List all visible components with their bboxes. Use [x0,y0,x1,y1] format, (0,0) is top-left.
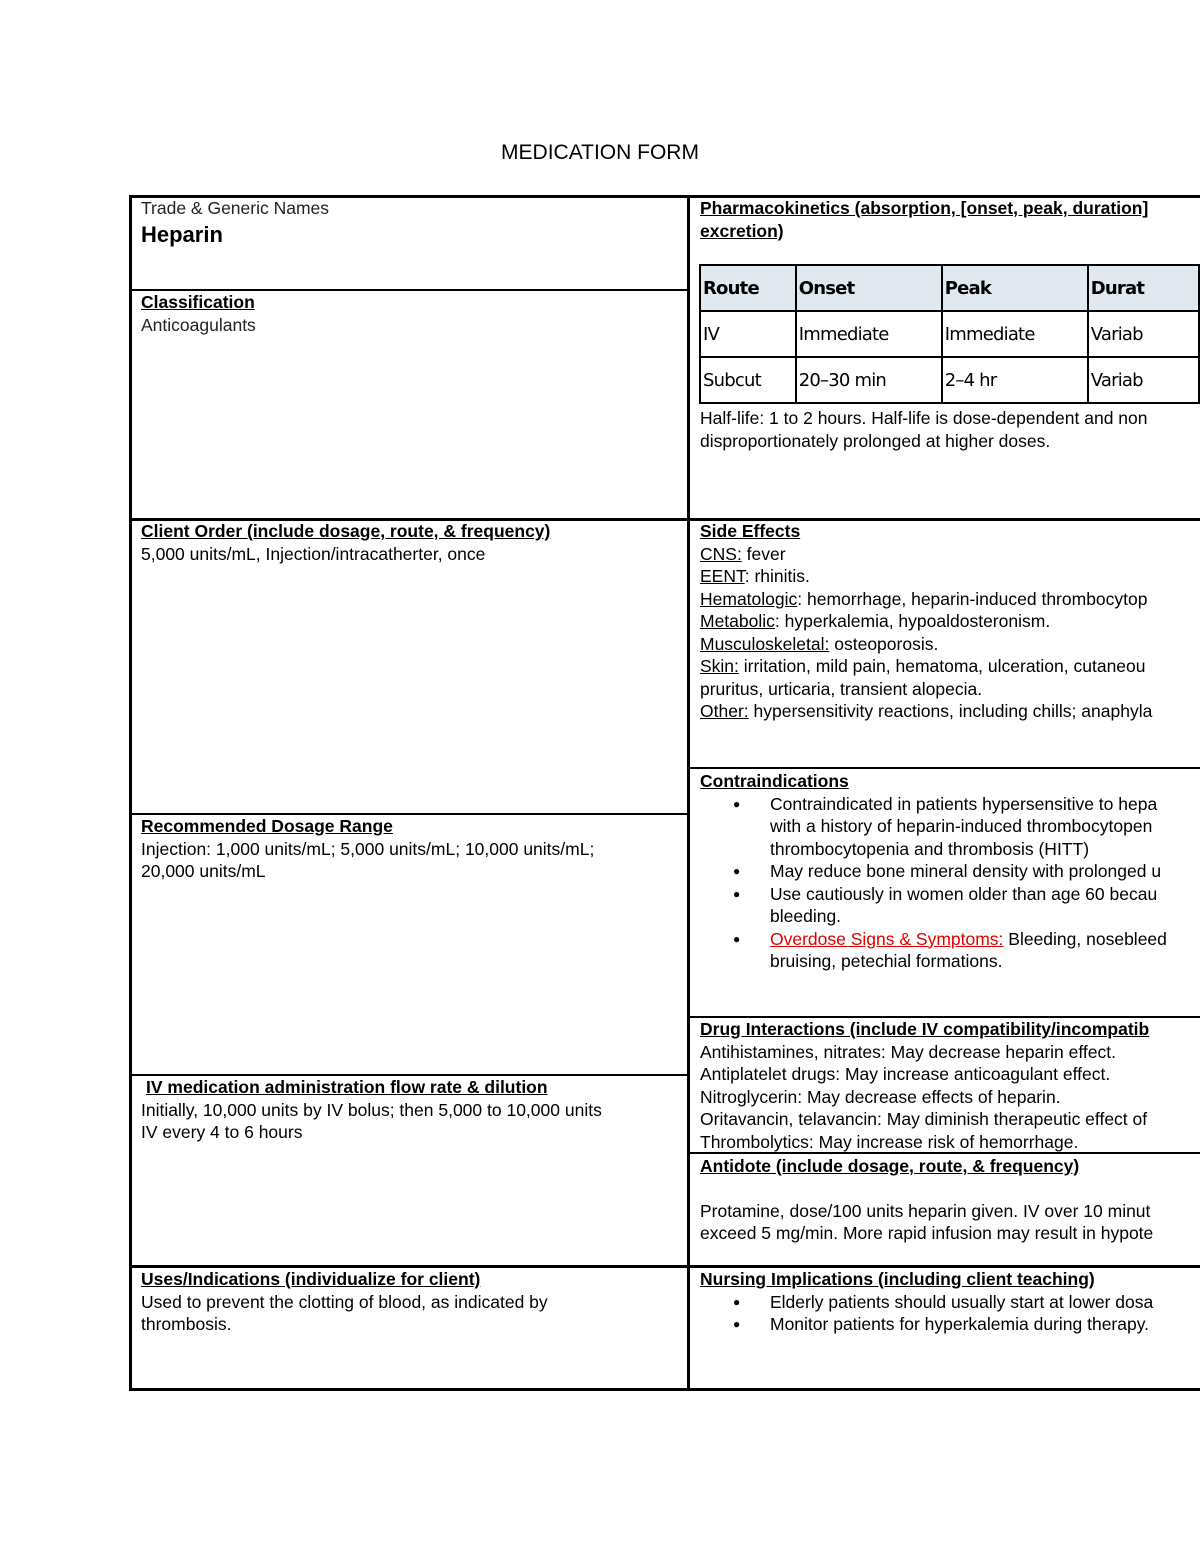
iv-admin-line: Initially, 10,000 units by IV bolus; then 5,000 to 10,000 units [141,1099,602,1120]
side-effect-item [700,543,1152,566]
interaction-line: Antiplatelet drugs: May increase anticoagulant effect. [700,1064,1111,1084]
list-item [700,928,1167,973]
iv-admin-line: IV every 4 to 6 hours [141,1122,303,1142]
list-item: ● Contraindicated in patients hypersensitive to hepa with a history of heparin-induced thrombocytopen thrombocytopenia and thrombosis (HITT) [700,793,1167,861]
uses-label: Uses/Indications (individualize for client) [141,1269,481,1289]
header-cell: Route [700,265,796,311]
side-effect-text: osteoporosis. [829,633,939,654]
antidote-line: Protamine, dose/100 units heparin given. IV over 10 minut [700,1200,1151,1221]
side-effect-text: : hyperkalemia, hypoaldosteronism. [774,611,1051,631]
nursing-label: Nursing Implications (including client teaching) [700,1269,1095,1289]
pharmacokinetics-table [699,264,1200,404]
list-item: ● Monitor patients for hyperkalemia during therapy. [700,1313,1153,1336]
side-effect-continuation: pruritus, urticaria, transient alopecia. [700,678,983,699]
half-life-line: Half-life: 1 to 2 hours. Half-life is dose-dependent and non [700,408,1148,428]
row-divider [688,767,1200,769]
uses-line: Used to prevent the clotting of blood, as indicated by [141,1291,548,1312]
header-cell: Peak [942,265,1088,311]
dosage-range-line: Injection: 1,000 units/mL; 5,000 units/mL; 10,000 units/mL; [141,838,595,859]
side-effects-section [700,520,1152,723]
table-bottom-border [129,1388,1200,1391]
header-cell: Durat [1088,265,1199,311]
side-effect-text: hypersensitivity reactions, including chills; anaphyla [748,701,1153,721]
client-order-value: 5,000 units/mL, Injection/intracatherter, once [141,543,486,564]
table-cell: 20–30 min [796,357,942,403]
half-life-text [700,407,1148,452]
spacer [700,1178,1153,1200]
side-effect-system: Hematologic [700,588,798,609]
overdose-label: Overdose Signs & Symptoms: [770,928,1004,949]
iv-admin-label: IV medication administration flow rate & dilution [146,1077,548,1097]
table-cell: Variab [1088,311,1199,357]
table-cell: Variab [1088,357,1199,403]
nursing-section [700,1268,1153,1336]
trade-generic-label: Trade & Generic Names [141,198,330,218]
side-effect-item [700,700,1152,723]
list-item: ● Use cautiously in women older than age 60 becau bleeding. [700,883,1167,928]
side-effect-system: Skin: [700,656,739,676]
interactions-section [700,1018,1149,1153]
interaction-line: Nitroglycerin: May decrease effects of heparin. [700,1086,1061,1107]
overdose-text: Bleeding, nosebleed [1003,928,1167,949]
drug-name: Heparin [141,221,223,247]
side-effect-text: fever [741,543,786,564]
uses-section [141,1268,548,1336]
pharmacokinetics-label: excretion) [700,220,784,241]
pharmacokinetics-heading [700,197,1148,242]
contraindications-list [700,793,1167,973]
table-left-border [129,195,132,1391]
side-effect-text: : rhinitis. [744,566,810,586]
table-cell: Immediate [942,311,1088,357]
side-effect-system: Metabolic [700,611,775,631]
table-cell: IV [700,311,796,357]
classification-section [141,291,256,336]
pharmacokinetics-label: Pharmacokinetics (absorption, [onset, peak, duration] [700,198,1149,218]
dosage-range-section [141,815,594,883]
antidote-label: Antidote (include dosage, route, & frequency) [700,1156,1080,1176]
client-order-section [141,520,550,565]
side-effect-system: CNS: [700,543,742,564]
side-effect-system: EENT [700,566,745,586]
page-title: MEDICATION FORM [501,141,699,164]
side-effect-system: Musculoskeletal: [700,633,830,654]
contraindications-label: Contraindications [700,771,849,791]
list-item: ● Elderly patients should usually start at lower dosa [700,1291,1153,1314]
overdose-continuation: bruising, petechial formations. [770,951,1003,971]
trade-generic-section [141,197,329,250]
iv-admin-section [141,1076,602,1144]
contraindications-section [700,770,1167,973]
header-cell: Onset [796,265,942,311]
side-effects-label: Side Effects [700,521,801,541]
uses-line: thrombosis. [141,1314,232,1334]
half-life-line: disproportionately prolonged at higher doses. [700,430,1051,451]
side-effect-item [700,610,1152,633]
table-row [700,357,1199,403]
table-cell: Subcut [700,357,796,403]
side-effect-item [700,565,1152,588]
side-effect-item [700,588,1152,611]
table-row [700,311,1199,357]
side-effect-text: irritation, mild pain, hematoma, ulceration, cutaneou [738,656,1146,676]
table-cell: 2–4 hr [942,357,1088,403]
antidote-section [700,1155,1153,1245]
table-column-divider [687,195,690,1391]
side-effect-item [700,633,1152,656]
side-effect-text: : hemorrhage, heparin-induced thrombocytop [797,588,1148,609]
classification-label: Classification [141,292,255,312]
table-cell: Immediate [796,311,942,357]
nursing-list [700,1291,1153,1336]
dosage-range-label: Recommended Dosage Range [141,816,393,836]
dosage-range-line: 20,000 units/mL [141,861,266,881]
side-effect-system: Other: [700,701,749,721]
side-effect-item [700,655,1152,678]
interactions-label: Drug Interactions (include IV compatibility/incompatib [700,1019,1150,1039]
interaction-line: Thrombolytics: May increase risk of hemorrhage. [700,1131,1079,1152]
classification-value: Anticoagulants [141,314,256,335]
interaction-line: Oritavancin, telavancin: May diminish therapeutic effect of [700,1109,1148,1129]
interaction-line: Antihistamines, nitrates: May decrease heparin effect. [700,1041,1117,1062]
list-item: ● May reduce bone mineral density with prolonged u [700,860,1167,883]
client-order-label: Client Order (include dosage, route, & frequency) [141,521,551,541]
table-header-row [700,265,1199,311]
antidote-line: exceed 5 mg/min. More rapid infusion may result in hypote [700,1223,1154,1243]
